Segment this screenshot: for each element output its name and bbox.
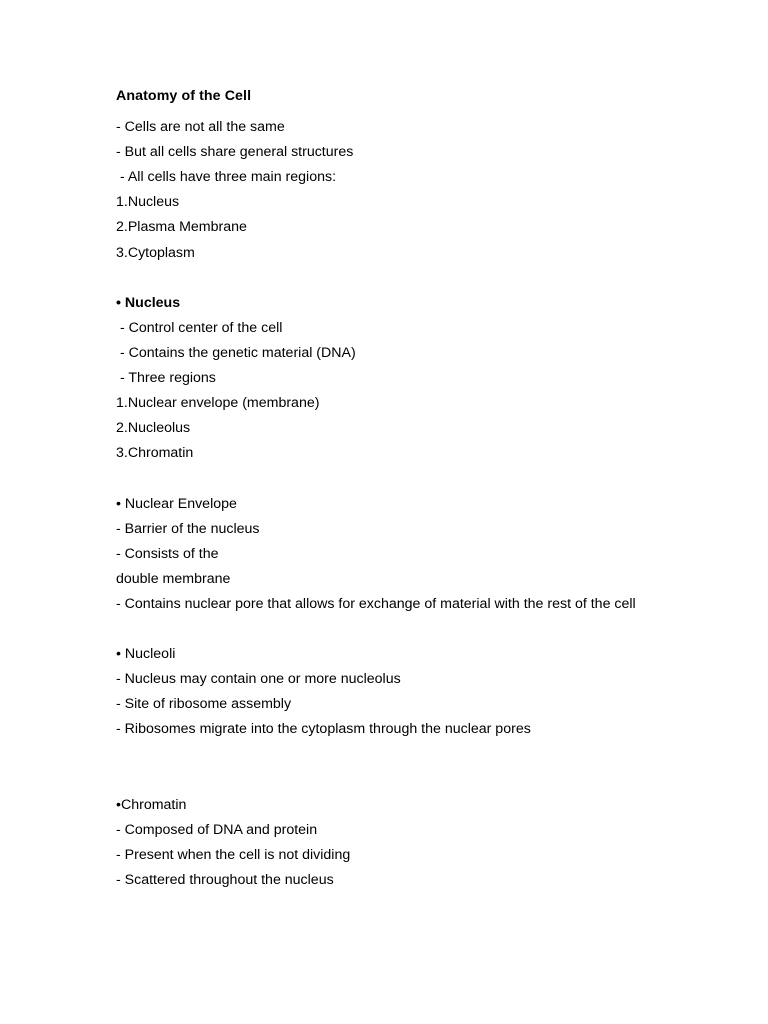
nucleoli-line: - Nucleus may contain one or more nucleolus [116, 671, 401, 688]
intro-line: - All cells have three main regions: [116, 169, 337, 186]
intro-section [116, 115, 652, 266]
nucleoli-section [116, 642, 652, 742]
spacer [116, 617, 652, 642]
spacer [116, 266, 652, 291]
document-body [116, 84, 652, 893]
nuclear-envelope-heading: • Nuclear Envelope [116, 495, 237, 512]
bullet: • [116, 294, 125, 311]
spacer [116, 466, 652, 491]
chromatin-section [116, 793, 652, 893]
intro-list-item: 3.Cytoplasm [116, 244, 195, 261]
nucleus-list-item: 3.Chromatin [116, 445, 194, 462]
nuclear-envelope-line: - Barrier of the nucleus [116, 520, 260, 537]
intro-list-item: 2.Plasma Membrane [116, 219, 247, 236]
nucleoli-heading: • Nucleoli [116, 646, 176, 663]
chromatin-line: - Scattered throughout the nucleus [116, 871, 334, 888]
chromatin-line: - Composed of DNA and protein [116, 821, 318, 838]
nuclear-envelope-paragraph: - Contains nuclear pore that allows for exchange of material with the rest of the cell [116, 595, 636, 612]
nucleus-section [116, 291, 652, 467]
nuclear-envelope-section [116, 492, 652, 617]
nucleus-line: - Three regions [116, 370, 216, 387]
nucleoli-line: - Site of ribosome assembly [116, 696, 292, 713]
nucleus-list-item: 2.Nucleolus [116, 420, 191, 437]
nucleus-heading-text: Nucleus [124, 294, 181, 311]
document-title: Anatomy of the Cell [116, 88, 252, 104]
nuclear-envelope-line: double membrane [116, 570, 231, 587]
intro-list-item: 1.Nucleus [116, 194, 180, 211]
chromatin-line: - Present when the cell is not dividing [116, 846, 351, 863]
spacer [116, 742, 652, 792]
nuclear-envelope-line: - Consists of the [116, 545, 219, 562]
nucleus-heading [116, 291, 652, 316]
nucleus-list-item: 1.Nuclear envelope (membrane) [116, 395, 320, 412]
intro-line: - Cells are not all the same [116, 119, 285, 136]
chromatin-heading: •Chromatin [116, 796, 187, 813]
nucleus-line: - Contains the genetic material (DNA) [116, 344, 356, 361]
nucleus-line: - Control center of the cell [116, 319, 283, 336]
intro-line: - But all cells share general structures [116, 144, 354, 161]
nucleoli-line: - Ribosomes migrate into the cytoplasm through the nuclear pores [116, 721, 531, 738]
